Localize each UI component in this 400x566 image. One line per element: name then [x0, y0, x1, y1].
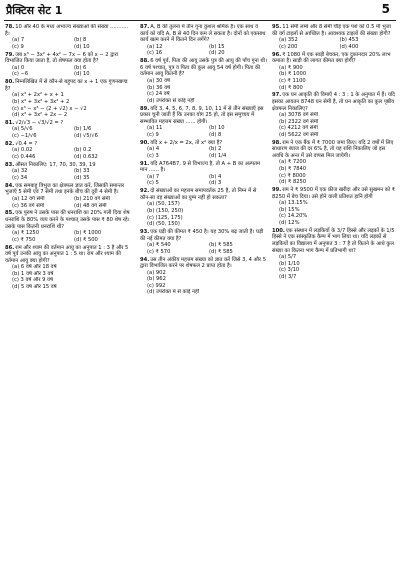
answer-option: (c) 14.20% [279, 213, 308, 220]
question-text: औसत निकालिए: 17, 70, 30, 39, 19 [15, 161, 96, 168]
options-list [5, 37, 132, 50]
question [272, 187, 396, 227]
answer-option: (a) 5/√6 [12, 126, 33, 133]
answer-option: (d) 8 [209, 131, 222, 138]
answer-option: (d) ₹ 500 [74, 236, 98, 243]
question-text: √0.4 = ? [15, 140, 38, 147]
question [5, 183, 132, 209]
answer-option: (c) −6 [12, 71, 29, 78]
question [5, 141, 132, 161]
answer-option: (d) 10 [74, 71, 90, 78]
answer-option: (b) x³ + 3x² + 3x² + 2 [12, 98, 70, 105]
question-text: 10 और 40 के मध्य अभाज्य संख्याओं की संख्या ........... है। [5, 24, 129, 37]
question [140, 257, 267, 297]
question [140, 58, 267, 104]
question-number: 81. [5, 119, 15, 126]
options-list [272, 65, 396, 91]
question-text: √2/√3 − √3/√2 = ? [15, 119, 64, 126]
question [140, 229, 267, 255]
answer-option: (a) 11 [147, 125, 163, 132]
options-list [140, 174, 267, 187]
question-number: 82. [5, 140, 15, 147]
answer-option: (d) 35 [74, 175, 90, 181]
question-number: 99. [272, 187, 282, 193]
answer-option: (b) 2 [209, 146, 222, 153]
options-list [5, 264, 132, 290]
question [5, 162, 132, 182]
answer-option: (b) 36 वर्ष [147, 84, 171, 91]
answer-option: (a) 13.15% [279, 200, 308, 207]
question-text: राम और श्याम की वर्तमान आयु का अनुपात 1 : 3 है और 5 वर्ष पूर्व उनकी आयु का अनुपात 1 : 5 था। राम और श्याम की वर्तमान आयु क्या होगी? [5, 244, 129, 264]
question [140, 161, 267, 187]
question-text: एक समबाहु त्रिभुज का क्षेत्रफल ज्ञात करें, जिसकी समान्तर भुजाएँ 5 सेमी एवं 7 सेमी तथा इनके बीच की दूरी 4 सेमी है। [5, 182, 125, 196]
page-header [4, 0, 396, 21]
options-list [272, 254, 396, 280]
answer-option: (a) 0 [12, 64, 25, 71]
options-list [5, 92, 132, 118]
answer-option: (b) 15 [209, 43, 225, 50]
answer-option: (b) 0.2 [74, 147, 92, 154]
question [272, 52, 396, 92]
answer-option: (d) √5/√6 [74, 133, 98, 140]
answer-option: (a) ₹ 7200 [279, 159, 307, 166]
answer-option: (d) 12% [279, 219, 300, 226]
answer-option: (b) 4 [209, 173, 222, 180]
question-number: 96. [272, 51, 282, 58]
answer-option: (d) 3 [209, 180, 222, 187]
question-text: एक घड़ी की कीमत ₹ 450 है। यह 30% बढ़ जाती है। घड़ी की नई कीमत क्या है? [140, 228, 264, 242]
question-number: 93. [140, 228, 150, 235]
question-number: 89. [140, 105, 150, 112]
answer-option: (c) 36 वर्ग सेमी [12, 202, 45, 209]
question-text: एक संस्थान में लड़कियों के 3/7 हिस्से और लड़कों के 1/5 हिस्से ने एक सांस्कृतिक कैम्प में भाग लिया था। यदि लड़कों से लड़कियों का विद्यालय में अनुपात 3 : 7 है तो कितने के आधे कुल संख्या का कितना भाग कैम्प में प्रतिभागी था? [272, 227, 395, 254]
question-text: यदि A764B7, 9 से विभाज्य है, तो A + B का अल्पतम मान ...... है। [140, 160, 261, 174]
answer-option: (d) उपरोक्त से कोई नहीं [147, 97, 195, 104]
answer-option: (d) (50, 150) [147, 221, 180, 228]
answer-option: (a) 6 वर्ष और 18 वर्ष [12, 264, 57, 271]
answer-option: (b) 1/6 [74, 126, 92, 133]
answer-option: (a) 12 [147, 43, 163, 50]
answer-option: (a) 902 [147, 269, 166, 276]
answer-option: (a) ₹ 1250 [12, 230, 40, 237]
answer-option: (c) 3/10 [279, 267, 300, 274]
answer-option: (d) उपरोक्त में से कोई नहीं [147, 289, 200, 296]
answer-option: (b) ₹ 1000 [74, 230, 102, 237]
question-number: 94. [140, 256, 150, 263]
answer-option: (c) ₹ 8000 [279, 172, 306, 179]
answer-option: (b) 962 [147, 276, 166, 283]
question-text: A, B की तुलना में तीन गुना कुशल श्रमिक है। एक साथ वे कार्य को यदि A, B से 40 दिन कम ले सकता है। दोनों को एकसाथ कार्य खत्म करने में कितने दिन लगेंगे? [140, 24, 266, 44]
answer-option: (b) ₹ 585 [209, 242, 233, 249]
answer-option: (b) 1 वर्ष और 3 वर्ष [12, 270, 54, 277]
answer-option: (a) 7 [147, 173, 160, 180]
answer-option: (d) 5622 वर्ग सेमी [279, 131, 319, 138]
question-text: राम ने एक बैंक में ₹ 7000 जमा किए। यदि 2 वर्षों में लिए साधारण ब्याज की दर 6% है, तो यह राशि निकालिए जो इस अवधि के अन्त में उसे वापस मिल जायेगी। [272, 139, 394, 159]
question [140, 24, 267, 57]
answer-option: (d) 3/7 [279, 273, 297, 280]
answer-option: (a) ₹ 540 [147, 242, 171, 249]
question-number: 85. [5, 210, 15, 217]
question [140, 140, 267, 160]
options-list [140, 201, 267, 227]
answer-option: (c) 16 [147, 50, 163, 57]
answer-option: (a) 30 वर्ष [147, 77, 171, 84]
question [272, 92, 396, 138]
answer-option: (a) (50, 157) [147, 201, 180, 208]
answer-option: (c) 992 [147, 282, 166, 289]
answer-option: (d) 1/4 [209, 152, 227, 159]
question-number: 90. [140, 139, 150, 146]
answer-option: (a) 3078 वर्ग सेमी [279, 112, 319, 119]
question-text: दो संख्याओं का महत्तम समापवर्तक 25 है, तो निम्न में से कौन-सा वह संख्याओं का युग्म नहीं हो सकता? [140, 188, 257, 201]
question-number: 100. [272, 227, 285, 234]
options-list [5, 147, 132, 160]
answer-option: (a) 352 [279, 37, 298, 44]
question [272, 228, 396, 281]
answer-option: (b) 15% [279, 206, 300, 213]
options-list [272, 200, 396, 226]
question-text: एक घन आकृति की विमाएँ 4 : 3 : 1 के अनुपात में हैं। यदि इसका आयतन 8748 घन सेमी है, तो घन आकृति का कुल पृष्ठीय क्षेत्रफल निकालिए? [272, 92, 395, 112]
question [5, 24, 132, 50]
answer-option: (c) ₹ 1100 [279, 77, 306, 84]
question-number: 97. [272, 92, 282, 99]
question-column-3 [272, 24, 396, 564]
question-number: 86. [5, 244, 15, 251]
options-list [140, 125, 267, 138]
answer-option: (d) ₹ 8250 [279, 179, 307, 186]
question-text: उस तीन अंकीय महत्तम संख्या को ज्ञात करें जिसे 3, 4 और 5 द्वारा विभाजित करने पर शेषफल 2 प्राप्त होता है। [140, 256, 266, 270]
answer-option: (b) 6 [74, 64, 87, 71]
question [140, 106, 267, 139]
answer-option: (a) 12 वर्ग सेमी [12, 195, 45, 202]
question-number: 92. [140, 188, 150, 195]
answer-option: (c) 34 [12, 175, 28, 181]
question-text: निम्नलिखित में से कौन-से बहुपद का x + 1 एक गुणनखण्ड है? [5, 79, 128, 92]
answer-option: (c) 3 [147, 152, 159, 159]
options-list [5, 126, 132, 139]
question-number: 79. [5, 51, 15, 58]
answer-option: (b) (150, 250) [147, 207, 184, 214]
page-number: 5 [381, 2, 390, 16]
answer-option: (d) 400 [339, 43, 359, 50]
answer-option: (c) 24 वर्ष [147, 91, 170, 98]
options-list [140, 78, 267, 104]
question-number: 98. [272, 139, 282, 146]
question-text: ₹ 1080 में एक साड़ी बेचकर, एक दुकानदार 20% लाभ कमाता है। साड़ी की लागत कीमत क्या होगी? [272, 51, 391, 65]
answer-option: (b) ₹ 7840 [279, 166, 307, 173]
answer-option: (b) 1/10 [279, 260, 300, 267]
options-list [5, 168, 132, 181]
options-list [140, 242, 267, 255]
question-number: 83. [5, 161, 15, 168]
question-number: 91. [140, 160, 150, 167]
answer-option: (d) ₹ 800 [279, 84, 303, 91]
question-column-1 [5, 24, 132, 564]
question-number: 80. [5, 79, 15, 86]
answer-option: (a) 5/7 [279, 254, 297, 261]
answer-option: (b) 8 [74, 37, 87, 44]
answer-option: (d) 0.632 [74, 154, 98, 161]
answer-option: (b) 33 [74, 168, 90, 175]
answer-option: (c) 0.446 [12, 154, 36, 161]
options-list [272, 37, 396, 50]
answer-option: (b) 453 [339, 37, 359, 44]
question [5, 79, 132, 119]
question-text: यदि 3, 4, 5, 6, 7, 8, 9, 10, 11 में से तीन संख्याएँ इस प्रकार चुनी जाती हैं कि उनका योग 25 हो, तो इस समुच्चय में सम्भावित महत्तम संख्या ...... होगी। [140, 105, 264, 125]
question [5, 210, 132, 243]
page-title: प्रैक्टिस सेट 1 [6, 4, 63, 17]
answer-option: (a) 4 [147, 146, 160, 153]
answer-option: (a) 7 [12, 37, 25, 44]
question [140, 188, 267, 228]
answer-option: (c) (125, 175) [147, 214, 183, 221]
answer-option: (a) 32 [12, 168, 28, 175]
options-list [140, 44, 267, 57]
answer-option: (c) 9 [12, 43, 24, 50]
answer-option: (b) 210 वर्ग सेमी [74, 195, 110, 202]
question [272, 24, 396, 50]
options-list [5, 196, 132, 209]
question-text: राम ने ₹ 9500 में एक फ्रीज खरीदा और उसे सुखमन को ₹ 8250 में बेच दिया। उसे होने वाली प्रतिशत हानि होगी [272, 187, 396, 200]
question-text: 6 वर्ष पूर्व, पिता की आयु उसके पुत्र की आयु की पाँच गुना थी। 6 वर्ष पश्चात्, पुत्र व पिता की कुल आयु 54 वर्ष होगी। पिता की वर्तमान आयु कितनी है? [140, 58, 267, 78]
question-number: 87. [140, 24, 150, 30]
answer-option: (c) ₹ 570 [147, 248, 171, 255]
answer-option: (d) 5 वर्ष और 15 वर्ष [12, 284, 57, 291]
answer-option: (b) ₹ 1000 [279, 71, 307, 78]
question-number: 95. [272, 24, 282, 30]
options-list [140, 146, 267, 159]
options-list [272, 159, 396, 185]
question [272, 140, 396, 186]
answer-option: (d) ₹ 585 [209, 248, 233, 255]
options-list [5, 230, 132, 243]
options-list [272, 112, 396, 138]
answer-option: (c) 3 वर्ष और 9 वर्ष [12, 277, 53, 284]
question-number: 88. [140, 58, 150, 65]
answer-option: (d) 10 [74, 43, 90, 50]
question-text: 11 सेमी लम्बे और 8 सेमी चौड़े एक पर्श को 0.5 मी भुजा की वर्ग टाइलों से आच्छित है। आवश्यक टाइलों की संख्या होगी? [272, 24, 391, 37]
question [5, 120, 132, 140]
answer-option: (b) 2322 वर्ग सेमी [279, 118, 319, 125]
question-number: 78. [5, 24, 15, 30]
question-text: जब x³ − 3x² + 4x² − 7x − 6 को x − 2 द्वारा विभाजित किया जाता है, तो शेषफल क्या होता है? [5, 51, 119, 65]
question [5, 52, 132, 78]
answer-option: (b) 10 [209, 125, 225, 132]
answer-option: (a) x³ + 2x² + x + 1 [12, 92, 64, 99]
answer-option: (c) 200 [279, 43, 298, 50]
options-list [140, 270, 267, 296]
question-text: एक पुरुष ने उसके पास की धनराशि का 20% गली दिया शेष धनराशि के 80% व्यय करने के पश्चात् उसके पास ₹ 80 शेष रहे। उसके पास कितनी धनराशि थी? [5, 210, 130, 230]
answer-option: (a) ₹ 900 [279, 64, 303, 71]
question-text: यदि x + 2/x = 2x, तो x² क्या है? [150, 139, 223, 146]
question [5, 245, 132, 291]
answer-option: (c) 5 [147, 180, 159, 187]
answer-option: (d) 48 वर्ग सेमी [74, 202, 107, 209]
answer-option: (c) ₹ 750 [12, 236, 36, 243]
answer-option: (c) 9 [147, 131, 159, 138]
answer-option: (c) 4212 वर्ग सेमी [279, 125, 318, 132]
answer-option: (c) x³ − x³ − (2 + √2) x − √2 [12, 105, 87, 112]
options-list [5, 65, 132, 78]
answer-option: (d) 20 [209, 50, 225, 57]
answer-option: (d) x³ + 3x² + 2x − 2 [12, 112, 68, 119]
question-column-2 [140, 24, 267, 564]
answer-option: (a) 0.02 [12, 147, 33, 154]
answer-option: (c) −1/√6 [12, 133, 37, 140]
question-number: 84. [5, 182, 15, 189]
